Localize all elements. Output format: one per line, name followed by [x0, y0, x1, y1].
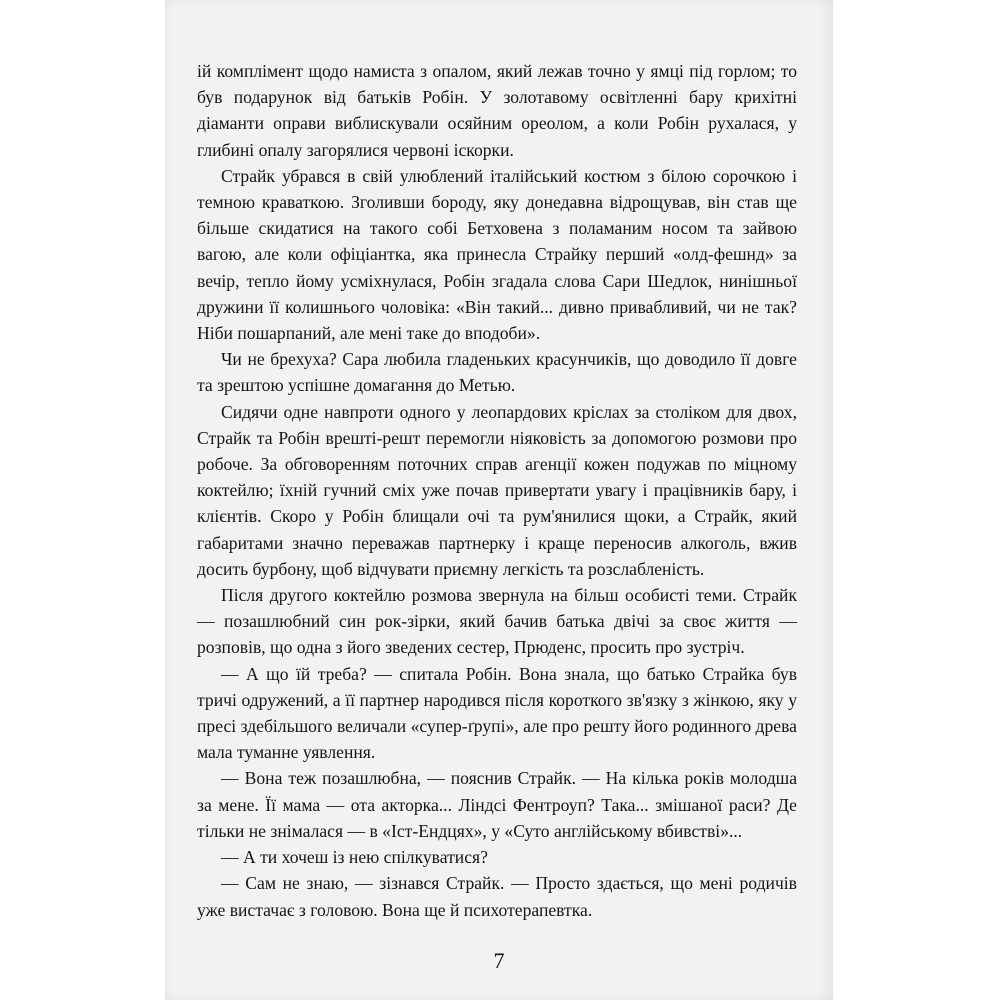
paragraph-9: — Сам не знаю, — зізнався Страйк. — Просто здається, що мені родичів уже вистачає з головою. Вона ще й психотерапевтка.: [197, 873, 797, 920]
paragraph-7: — Вона теж позашлюбна, — пояснив Страйк. — На кілька років молодша за мене. Її мама — ота акторка... Ліндсі Фентроуп? Така... змішаної раси? Де тільки не знімалася — в «Іст-Ендцях», у «Суто англійському вбивстві»...: [197, 768, 797, 841]
paragraph-2: Страйк убрався в свій улюблений італійський костюм з білою сорочкою і темною краваткою. Зголивши бороду, яку донедавна відрощував, він став ще більше скидатися на такого собі Бетховена з поламаним носом та зайвою вагою, але коли офіціантка, яка принесла Страйку перший «олд-фешнд» за вечір, тепло йому усміхнулася, Робін згадала слова Сари Шедлок, нинішньої дружини її колишнього чоловіка: «Він такий... дивно привабливий, чи не так? Ніби пошарпаний, але мені таке до вподоби».: [197, 165, 797, 344]
body-text: [197, 58, 797, 923]
paragraph-1: ій комплімент щодо намиста з опалом, який лежав точно у ямці під горлом; то був подарунок від батьків Робін. У золотавому освітленні бару крихітні діаманти оправи виблискували осяйним ореолом, а коли Робін рухалася, у глибині опалу загорялися червоні іскорки.: [197, 61, 797, 160]
paragraph-6: — А що їй треба? — спитала Робін. Вона знала, що батько Страйка був тричі одружений, а її партнер народився після короткого зв'язку з жінкою, яку у пресі здебільшого величали «супер-ґрупі», але про решту його родинного древа мала туманне уявлення.: [197, 663, 797, 763]
book-page: [165, 0, 833, 1000]
page-number: 7: [493, 948, 505, 973]
paragraph-3: Чи не брехуха? Сара любила гладеньких красунчиків, що доводило її довге та зрештою успішне домагання до Метью.: [197, 349, 797, 396]
paragraph-8: — А ти хочеш із нею спілкуватися?: [221, 847, 488, 868]
paragraph-5: Після другого коктейлю розмова звернула на більш особисті теми. Страйк — позашлюбний син рок-зірки, який бачив батька двічі за своє життя — розповів, що одна з його зведених сестер, Прюденс, просить про зустріч.: [197, 585, 797, 658]
paragraph-4: Сидячи одне навпроти одного у леопардових кріслах за століком для двох, Страйк та Робін врешті-решт перемогли ніяковість за допомогою розмови про робоче. За обговоренням поточних справ агенції кожен подужав по міцному коктейлю; їхній гучний сміх уже почав привертати увагу і працівників бару, і клієнтів. Скоро у Робін блищали очі та рум'янилися щоки, а Страйк, який габаритами значно переважав партнерку і краще переносив алкоголь, вжив досить бурбону, щоб відчувати приємну легкість та розслабленість.: [197, 401, 797, 579]
